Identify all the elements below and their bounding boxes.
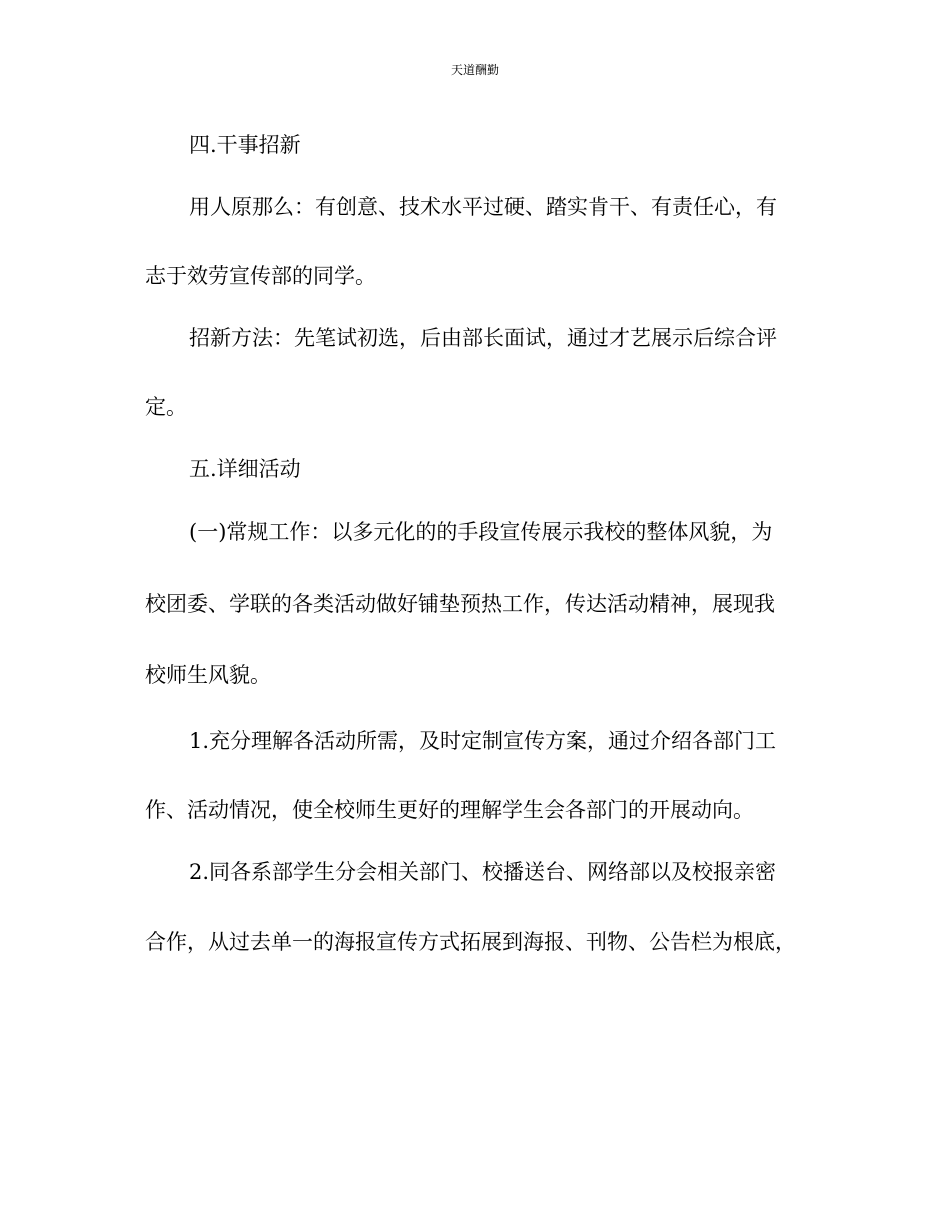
paragraph-line: 合作，从过去单一的海报宣传方式拓展到海报、刊物、公告栏为根底， [145,930,796,954]
paragraph-line: 作、活动情况，使全校师生更好的理解学生会各部门的开展动向。 [145,798,754,822]
paragraph-line: 1.充分理解各活动所需，及时定制宣传方案，通过介绍各部门工 [189,729,777,753]
paragraph-line: 2.同各系部学生分会相关部门、校播送台、网络部以及校报亲密 [189,860,777,884]
paragraph-line: 校师生风貌。 [145,663,271,687]
paragraph-line: 校团委、学联的各类活动做好铺垫预热工作，传达活动精神，展现我 [145,592,775,616]
paragraph-line: 志于效劳宣传部的同学。 [145,264,376,288]
page-header: 天道酬勤 [450,63,499,77]
paragraph-line: 定。 [145,395,187,419]
section-heading: 五.详细活动 [189,457,301,481]
paragraph-line: 招新方法：先笔试初选，后由部长面试，通过才艺展示后综合评 [189,326,777,350]
section-heading: 四.干事招新 [189,133,301,157]
paragraph-line: (一)常规工作：以多元化的的手段宣传展示我校的整体风貌，为 [189,520,773,544]
paragraph-line: 用人原那么：有创意、技术水平过硬、踏实肯干、有责任心，有 [189,195,777,219]
